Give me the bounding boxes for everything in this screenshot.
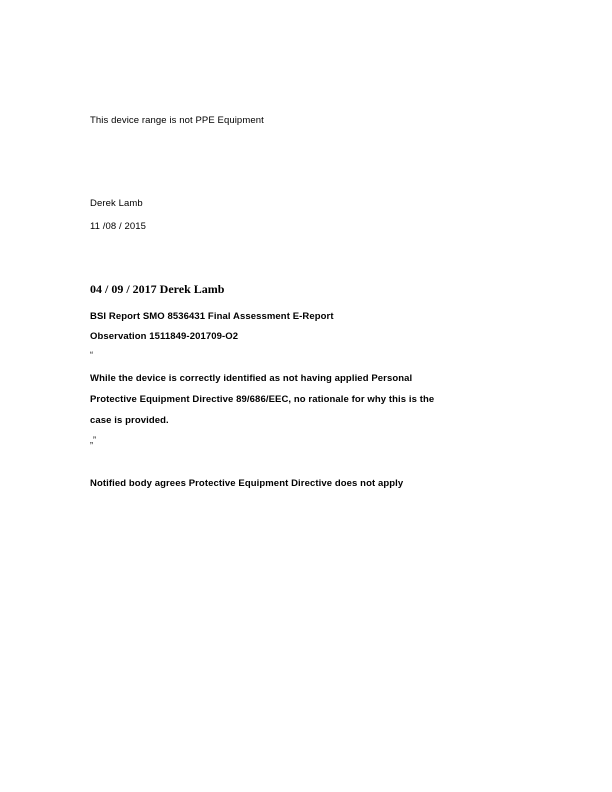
observation-line-1: While the device is correctly identified as not having applied Personal — [90, 373, 413, 384]
notified-body-response: Notified body agrees Protective Equipment Directive does not apply — [90, 478, 404, 489]
quote-open-mark: “ — [90, 350, 93, 360]
observation-line-2: Protective Equipment Directive 89/686/EEC, no rationale for why this is the — [90, 394, 435, 405]
observation-line-3: case is provided. — [90, 415, 169, 426]
signoff-date: 11 /08 / 2015 — [90, 221, 147, 232]
entry-heading: 04 / 09 / 2017 Derek Lamb — [90, 282, 225, 296]
signoff-name: Derek Lamb — [90, 198, 143, 209]
report-title: BSI Report SMO 8536431 Final Assessment E-Report — [90, 311, 334, 322]
quote-close-mark: „” — [90, 435, 96, 445]
ppe-statement: This device range is not PPE Equipment — [90, 115, 264, 126]
observation-id: Observation 1511849-201709-O2 — [90, 331, 239, 342]
